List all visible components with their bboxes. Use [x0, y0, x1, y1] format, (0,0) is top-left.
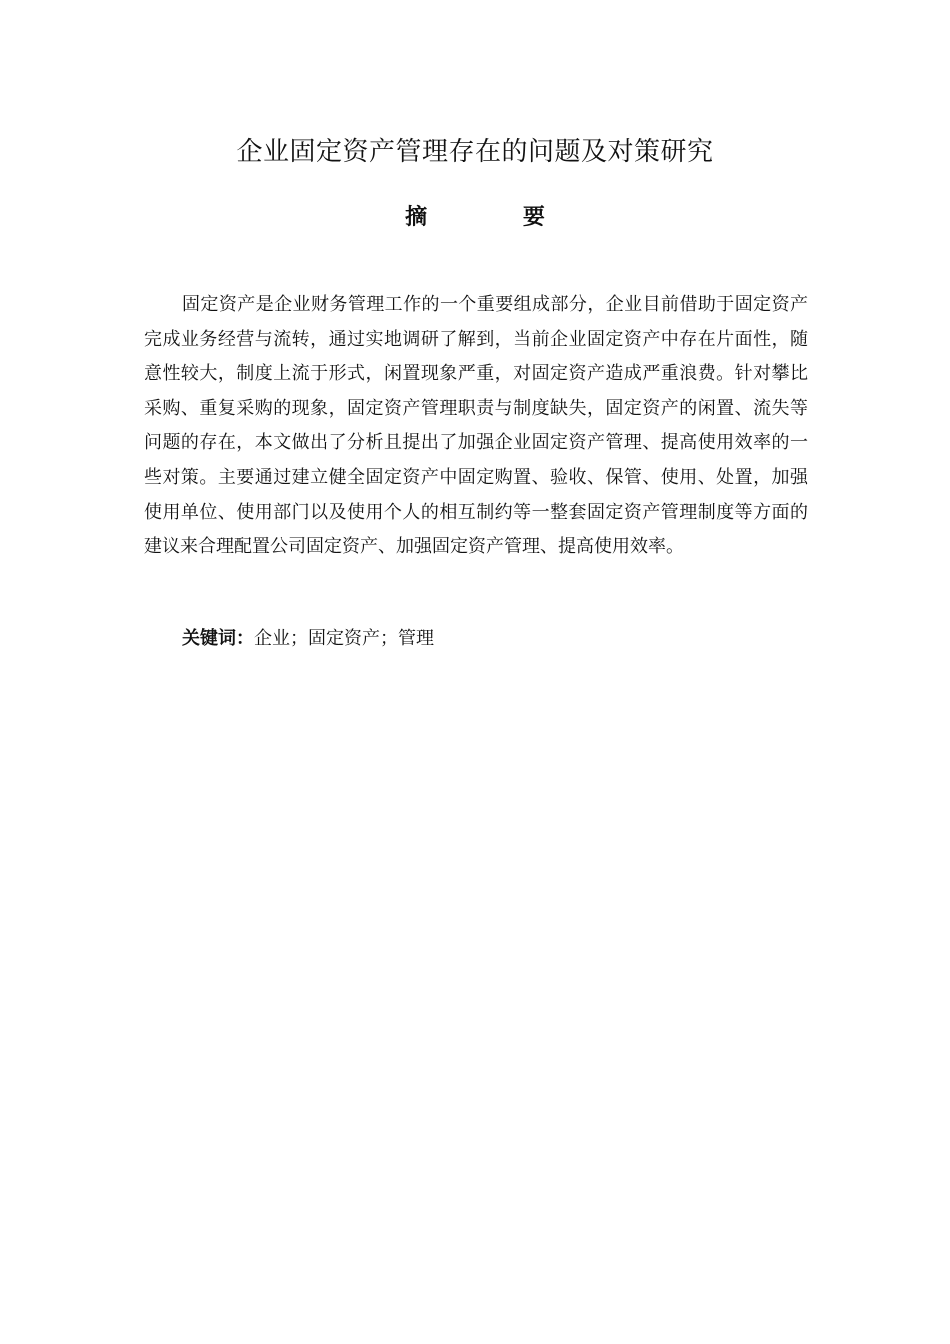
- abstract-body: 固定资产是企业财务管理工作的一个重要组成部分，企业目前借助于固定资产完成业务经营与流转，通过实地调研了解到，当前企业固定资产中存在片面性，随意性较大，制度上流于形式，闲置现象严重，对固定资产造成严重浪费。针对攀比采购、重复采购的现象，固定资产管理职责与制度缺失，固定资产的闲置、流失等问题的存在，本文做出了分析且提出了加强企业固定资产管理、提高使用效率的一些对策。主要通过建立健全固定资产中固定购置、验收、保管、使用、处置，加强使用单位、使用部门以及使用个人的相互制约等一整套固定资产管理制度等方面的建议来合理配置公司固定资产、加强固定资产管理、提高使用效率。: [144, 294, 808, 558]
- paper-title: 企业固定资产管理存在的问题及对策研究: [236, 137, 714, 167]
- keywords-value: 企业；固定资产；管理: [254, 628, 434, 649]
- abstract-heading: 摘 要: [405, 205, 589, 230]
- keywords-label: 关键词：: [182, 628, 254, 649]
- keywords-line: [182, 622, 434, 656]
